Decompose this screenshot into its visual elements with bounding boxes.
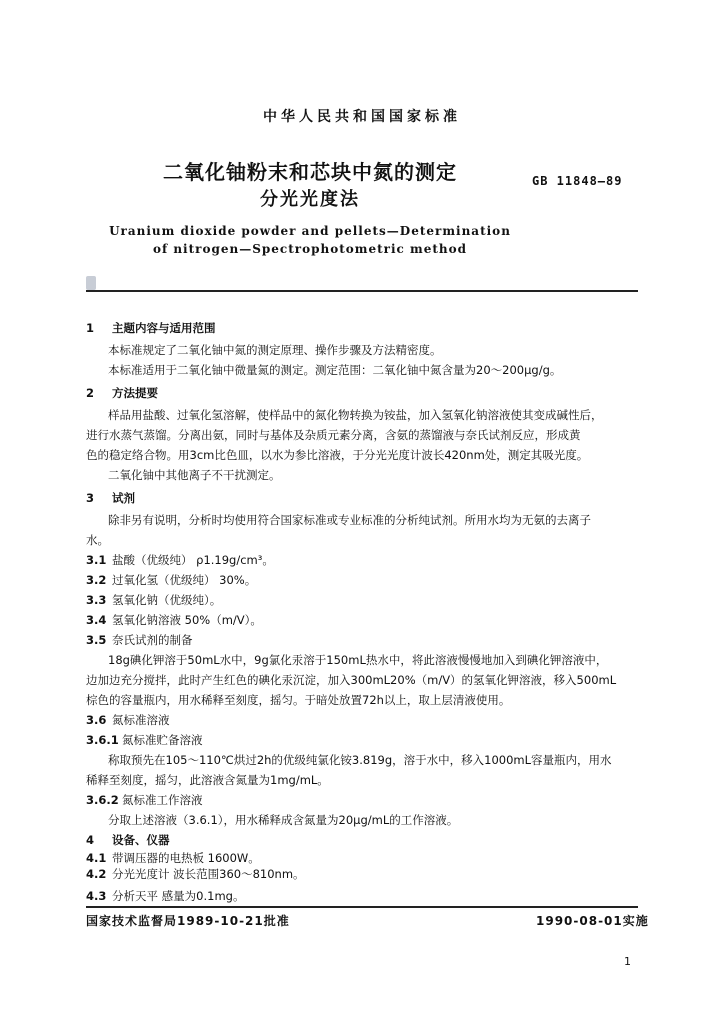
clause-number: 3.6 bbox=[86, 713, 107, 727]
clause-text: 奈氏试剂的制备 bbox=[112, 633, 193, 647]
paragraph-line: 称取预先在105～110℃烘过2h的优级纯氯化铵3.819g，溶于水中，移入1000mL容量瓶内，用水 bbox=[108, 753, 612, 767]
paragraph-line: 棕色的容量瓶内，用水稀释至刻度，摇匀。于暗处放置72h以上，取上层清液使用。 bbox=[86, 693, 511, 707]
clause-text: 盐酸（优级纯） ρ1.19g/cm³。 bbox=[112, 553, 274, 567]
title-chinese-line1: 二氧化铀粉末和芯块中氮的测定 bbox=[163, 160, 457, 184]
standard-org-heading: 中华人民共和国国家标准 bbox=[263, 109, 461, 125]
section-number: 4 bbox=[86, 833, 95, 847]
paragraph: 本标准适用于二氧化铀中微量氮的测定。测定范围：二氧化铀中氮含量为20～200μg/g。 bbox=[108, 363, 562, 377]
clause-text: 氮标准溶液 bbox=[112, 713, 170, 727]
section-3-heading bbox=[86, 490, 135, 506]
clause-text: 分析天平 感量为0.1mg。 bbox=[112, 889, 245, 903]
section-number: 1 bbox=[86, 321, 95, 335]
clause-3-2 bbox=[86, 572, 256, 588]
clause-4-1 bbox=[86, 850, 260, 866]
clause-text: 带调压器的电热板 1600W。 bbox=[112, 851, 260, 865]
section-title: 方法提要 bbox=[112, 386, 158, 400]
section-title: 设备、仪器 bbox=[112, 833, 170, 847]
clause-number: 4.3 bbox=[86, 889, 107, 903]
clause-4-3 bbox=[86, 888, 244, 904]
clause-3-3 bbox=[86, 592, 221, 608]
clause-3-6 bbox=[86, 712, 170, 728]
section-1-heading bbox=[86, 320, 216, 336]
clause-number: 3.3 bbox=[86, 593, 107, 607]
clause-text: 过氧化氢（优级纯） 30%。 bbox=[112, 573, 257, 587]
section-4-heading bbox=[86, 832, 170, 848]
clause-number: 4.1 bbox=[86, 851, 107, 865]
clause-number: 3.6.1 bbox=[86, 733, 119, 747]
paragraph: 本标准规定了二氧化铀中氮的测定原理、操作步骤及方法精密度。 bbox=[108, 343, 442, 357]
standard-code: GB 11848—89 bbox=[532, 174, 623, 188]
section-2-heading bbox=[86, 385, 158, 401]
paragraph-line: 边加边充分搅拌，此时产生红色的碘化汞沉淀，加入300mL20%（m/V）的氢氧化钾溶液，移入500mL bbox=[86, 673, 617, 687]
title-chinese-line2: 分光光度法 bbox=[260, 189, 360, 210]
clause-text: 分光光度计 波长范围360～810nm。 bbox=[112, 867, 305, 881]
header-divider bbox=[86, 290, 638, 292]
paragraph-line: 除非另有说明，分析时均使用符合国家标准或专业标准的分析纯试剂。所用水均为无氨的去离子 bbox=[108, 513, 591, 527]
clause-3-5 bbox=[86, 632, 193, 648]
clause-number: 3.6.2 bbox=[86, 793, 119, 807]
clause-3-6-1 bbox=[86, 732, 203, 748]
clause-number: 3.2 bbox=[86, 573, 107, 587]
clause-text: 氮标准贮备溶液 bbox=[122, 733, 203, 747]
clause-number: 3.1 bbox=[86, 553, 107, 567]
clause-number: 3.4 bbox=[86, 613, 107, 627]
footer-divider bbox=[86, 906, 638, 908]
title-english-line2: of nitrogen—Spectrophotometric method bbox=[152, 242, 467, 256]
paragraph: 分取上述溶液（3.6.1），用水稀释成含氮量为20μg/mL的工作溶液。 bbox=[108, 813, 459, 827]
classification-mark-icon bbox=[86, 276, 96, 290]
section-title: 试剂 bbox=[112, 491, 135, 505]
clause-number: 4.2 bbox=[86, 867, 107, 881]
section-title: 主题内容与适用范围 bbox=[112, 321, 216, 335]
section-number: 3 bbox=[86, 491, 95, 505]
paragraph-line: 样品用盐酸、过氧化氢溶解，使样品中的氮化物转换为铵盐，加入氢氧化钠溶液使其变成碱性后， bbox=[108, 408, 603, 422]
clause-text: 氮标准工作溶液 bbox=[122, 793, 203, 807]
clause-3-6-2 bbox=[86, 792, 203, 808]
paragraph-line: 稀释至刻度，摇匀，此溶液含氮量为1mg/mL。 bbox=[86, 773, 329, 787]
approval-date: 国家技术监督局1989-10-21批准 bbox=[86, 914, 290, 928]
clause-text: 氢氧化钠（优级纯）。 bbox=[112, 593, 222, 607]
paragraph-line: 色的稳定络合物。用3cm比色皿，以水为参比溶液，于分光光度计波长420nm处，测定其吸光度。 bbox=[86, 448, 589, 462]
clause-number: 3.5 bbox=[86, 633, 107, 647]
clause-3-4 bbox=[86, 612, 262, 628]
paragraph-line: 18g碘化钾溶于50mL水中，9g氯化汞溶于150mL热水中，将此溶液慢慢地加入到碘化钾溶液中， bbox=[108, 653, 608, 667]
section-number: 2 bbox=[86, 386, 95, 400]
clause-3-1 bbox=[86, 552, 274, 568]
page-number: 1 bbox=[624, 955, 631, 968]
paragraph: 二氧化铀中其他离子不干扰测定。 bbox=[108, 468, 281, 482]
title-english-line1: Uranium dioxide powder and pellets—Determination bbox=[109, 224, 511, 238]
paragraph-line: 进行水蒸气蒸馏。分离出氨，同时与基体及杂质元素分离，含氨的蒸馏液与奈氏试剂反应，形成黄 bbox=[86, 428, 581, 442]
clause-text: 氢氧化钠溶液 50%（m/V）。 bbox=[112, 613, 262, 627]
paragraph-line: 水。 bbox=[86, 533, 109, 547]
clause-4-2 bbox=[86, 866, 305, 882]
implementation-date: 1990-08-01实施 bbox=[536, 914, 649, 928]
